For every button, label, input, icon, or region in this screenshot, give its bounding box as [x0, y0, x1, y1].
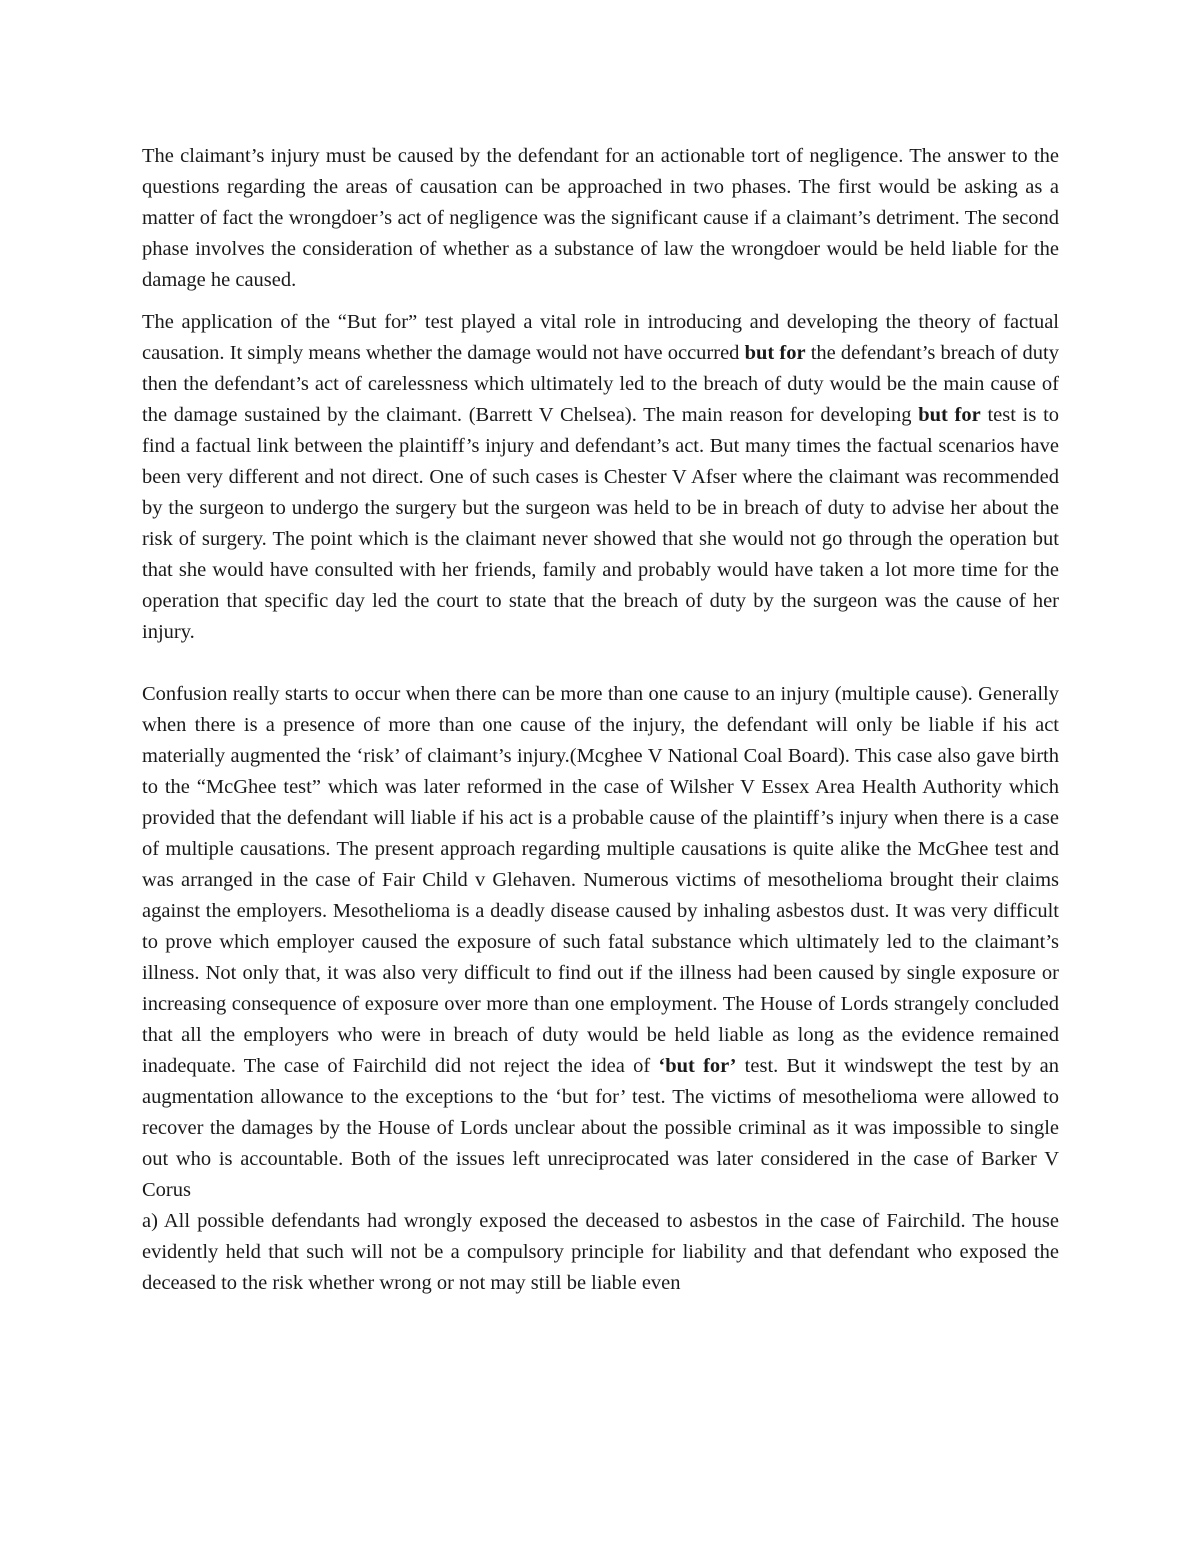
paragraph-but-for-test — [142, 307, 1059, 648]
paragraph-causation-intro — [142, 141, 1059, 296]
bold-term-but-for: ‘but for’ — [658, 1055, 737, 1077]
bold-term-but-for: but for — [918, 404, 981, 426]
paragraph-multiple-causes — [142, 679, 1059, 1299]
paragraph-text: test. But it windswept the test by an augmentation allowance to the exceptions to the ‘but for’ test. The victims of mesothelioma were allowed to recover the damages by the House of Lords unclear about the possible criminal as it was impossible to single out who is accountable. Both of the issues left unreciprocated was later considered in the case of Barker V Corus — [142, 1055, 1060, 1201]
bold-term-but-for: but for — [744, 342, 806, 364]
document-body — [142, 141, 1059, 1299]
paragraph-text: a) All possible defendants had wrongly exposed the deceased to asbestos in the case of Fairchild. The house evidently held that such will not be a compulsory principle for liability and that defendant who exposed the deceased to the risk whether wrong or not may still be liable even — [142, 1210, 1059, 1294]
paragraph-text: The claimant’s injury must be caused by the defendant for an actionable tort of negligence. The answer to the questions regarding the areas of causation can be approached in two phases. The first would be asking as a matter of fact the wrongdoer’s act of negligence was the significant cause if a claimant’s detriment. The second phase involves the consideration of whether as a substance of law the wrongdoer would be held liable for the damage he caused. — [142, 145, 1059, 291]
paragraph-text: the defendant’s breach of duty then the defendant’s act of carelessness which ultimately led to the breach of duty would be the main cause of the damage sustained by the claimant. (Barrett V Chelsea). The main reason for developing — [142, 342, 1060, 426]
paragraph-text: Confusion really starts to occur when there can be more than one cause to an injury (multiple cause). Generally when there is a presence of more than one cause of the injury, the defendant will only be liable if his act materially augmented the ‘risk’ of claimant’s injury.(Mcghee V National Coal Board). This case also gave birth to the “McGhee test” which was later reformed in the case of Wilsher V Essex Area Health Authority which provided that the defendant will liable if his act is a probable cause of the plaintiff’s injury when there is a case of multiple causations. The present approach regarding multiple causations is quite alike the McGhee test and was arranged in the case of Fair Child v Glehaven. Numerous victims of mesothelioma brought their claims against the employers. Mesothelioma is a deadly disease caused by inhaling asbestos dust. It was very difficult to prove which employer caused the exposure of such fatal substance which ultimately led to the claimant’s illness. Not only that, it was also very difficult to find out if the illness had been caused by single exposure or increasing consequence of exposure over more than one employment. The House of Lords strangely concluded that all the employers who were in breach of duty would be held liable as long as the evidence remained inadequate. The case of Fairchild did not reject the idea of — [142, 683, 1059, 1077]
paragraph-text: The application of the “But for” test played a vital role in introducing and developing the theory of factual causation. It simply means whether the damage would not have occurred — [142, 311, 1059, 364]
paragraph-text: test is to find a factual link between the plaintiff’s injury and defendant’s act. But many times the factual scenarios have been very different and not direct. One of such cases is Chester V Afser where the claimant was recommended by the surgeon to undergo the surgery but the surgeon was held to be in breach of duty to advise her about the risk of surgery. The point which is the claimant never showed that she would not go through the operation but that she would have consulted with her friends, family and probably would have taken a lot more time for the operation that specific day led the court to state that the breach of duty by the surgeon was the cause of her injury. — [142, 404, 1060, 643]
